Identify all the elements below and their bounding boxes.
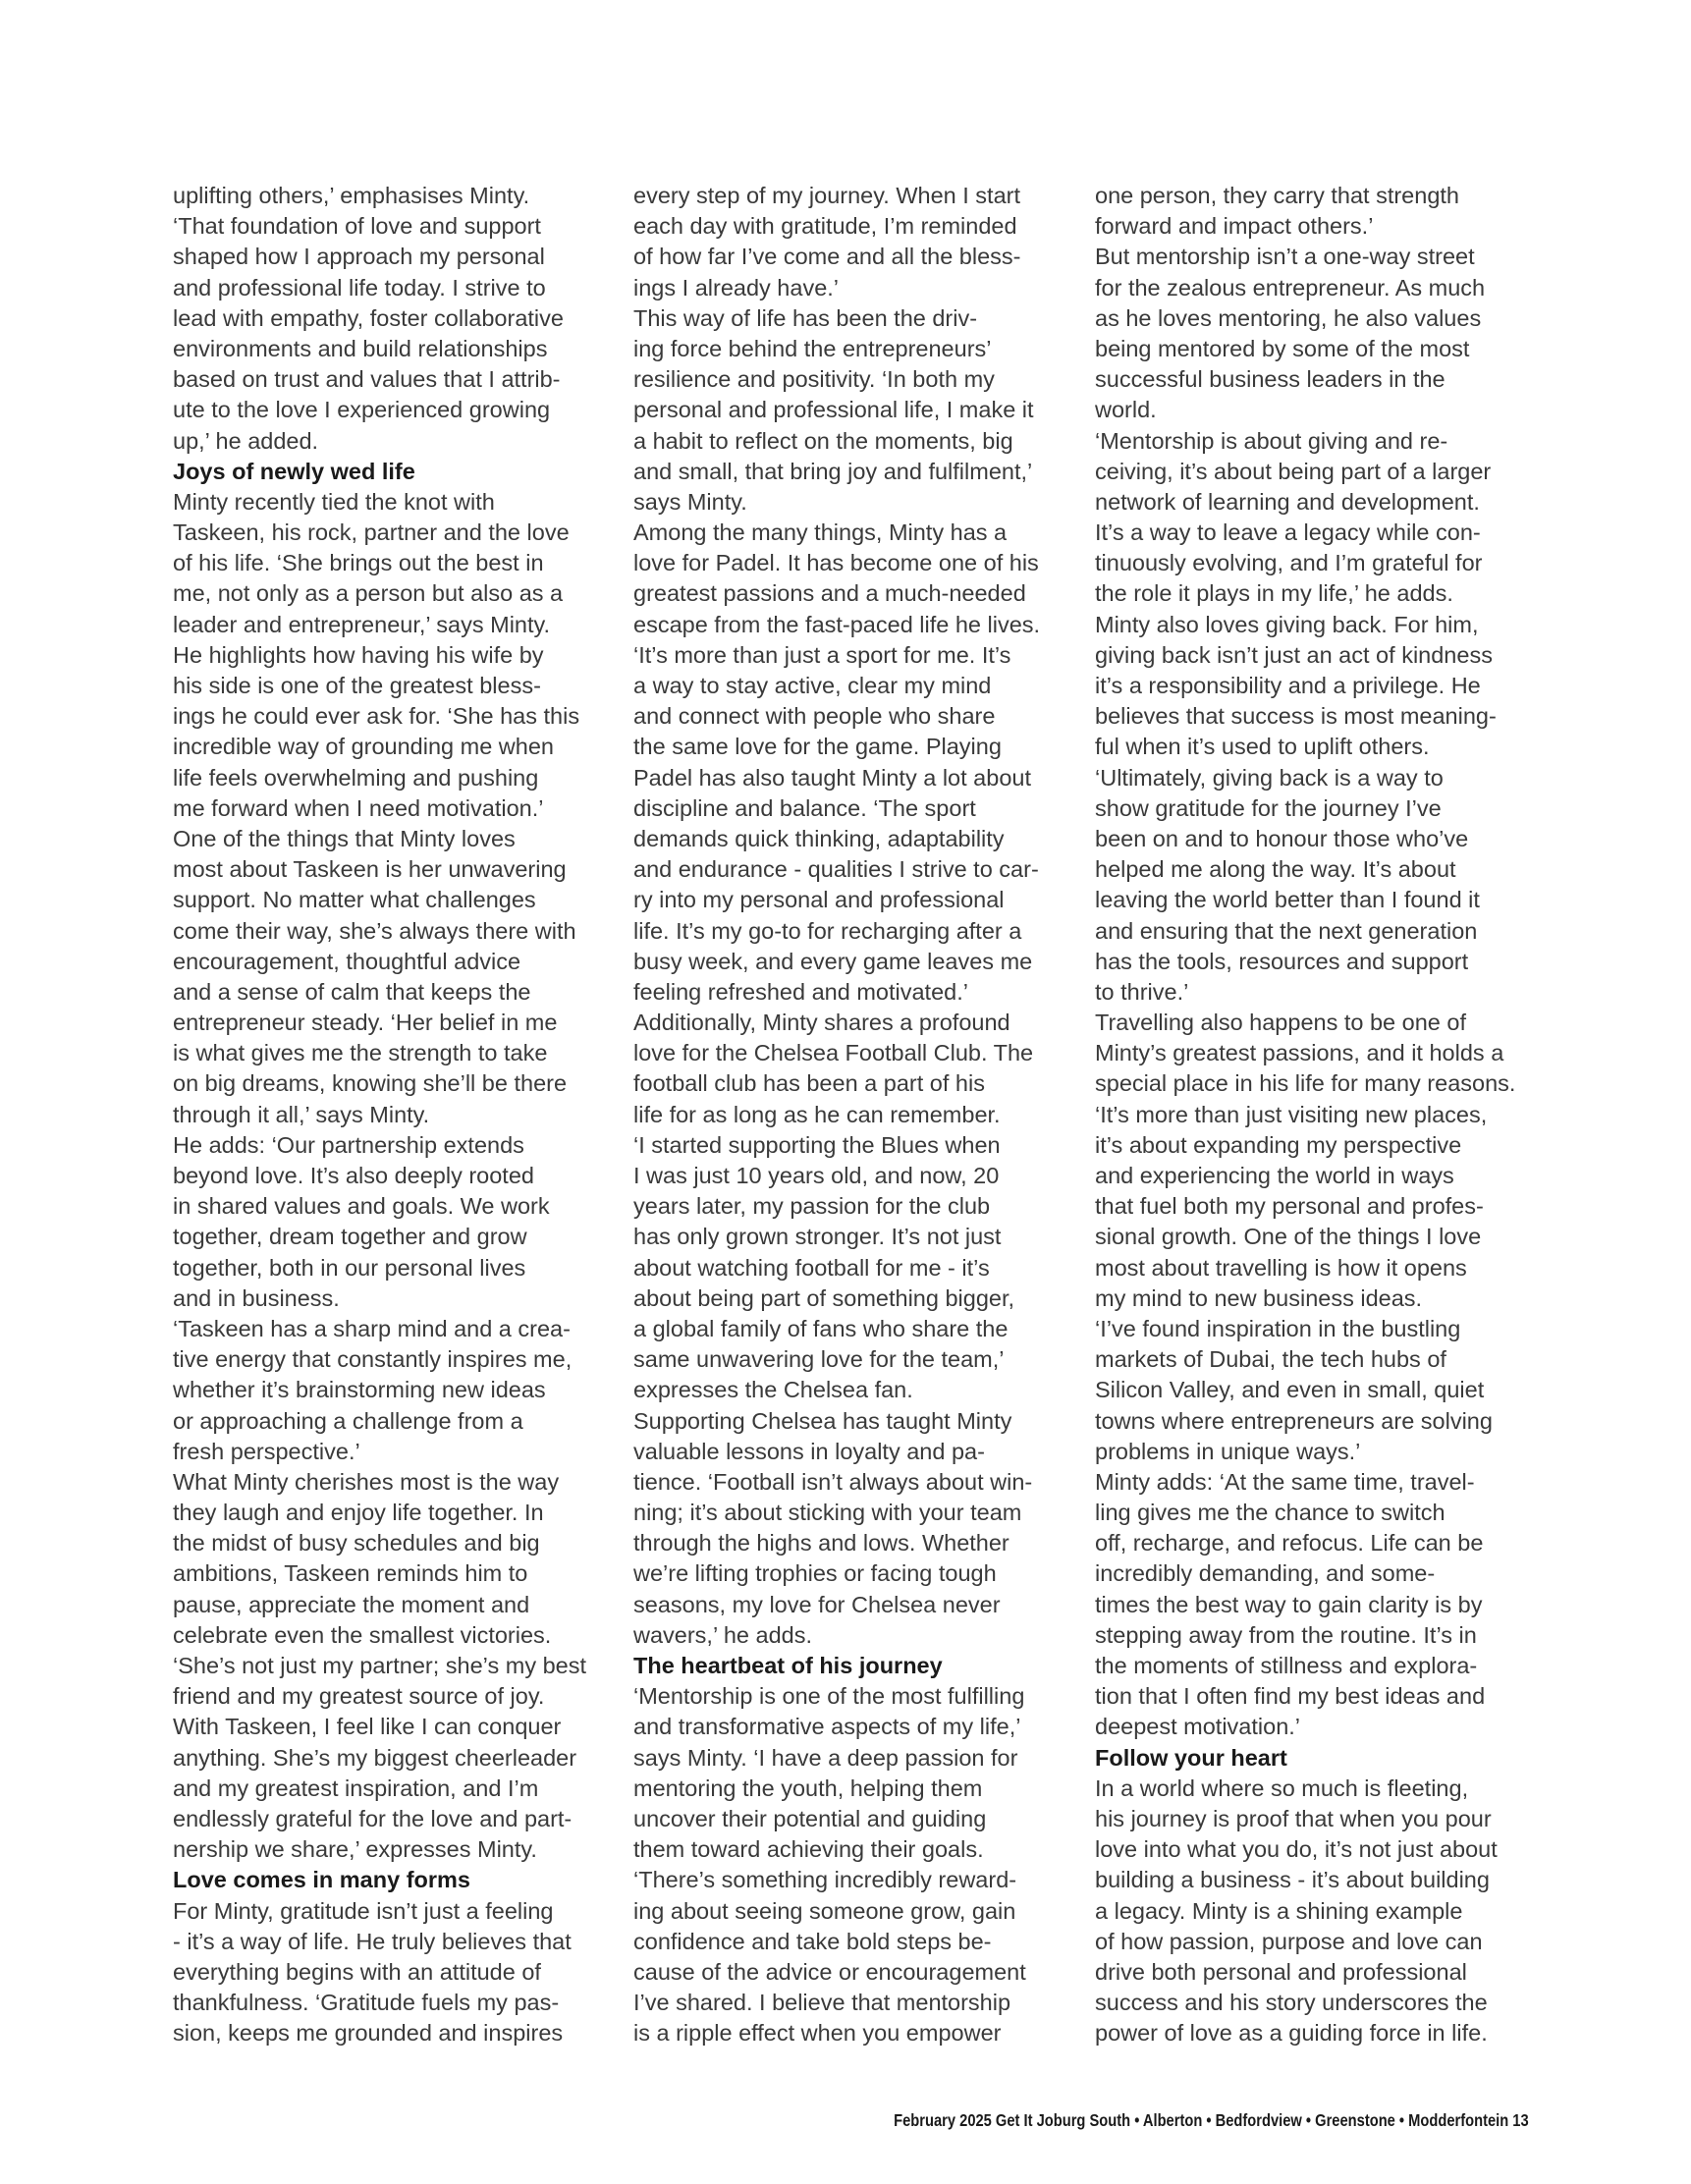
text-line: a way to stay active, clear my mind — [633, 673, 992, 698]
text-line: personal and professional life, I make it — [633, 397, 1034, 423]
text-line: pause, appreciate the moment and — [173, 1591, 530, 1617]
text-line: discipline and balance. ‘The sport — [633, 794, 976, 821]
text-line: Padel has also taught Minty a lot about — [633, 764, 1031, 791]
text-line: the role it plays in my life,’ he adds. — [1095, 580, 1453, 607]
text-line: Among the many things, Minty has a — [633, 519, 1008, 546]
text-line: ing about seeing someone grow, gain — [633, 1897, 1016, 1924]
text-line: in shared values and goals. We work — [173, 1193, 550, 1220]
text-line: ‘I started supporting the Blues when — [633, 1131, 1001, 1158]
text-line: mentoring the youth, helping them — [633, 1774, 983, 1801]
text-line: his journey is proof that when you pour — [1095, 1805, 1492, 1831]
text-line: whether it’s brainstorming new ideas — [173, 1377, 546, 1403]
section-heading: Joys of newly wed life — [173, 458, 415, 484]
text-line: incredibly demanding, and some- — [1095, 1560, 1436, 1587]
text-line: One of the things that Minty loves — [173, 825, 516, 851]
text-line: ings I already have.’ — [633, 274, 840, 300]
text-line: thankfulness. ‘Gratitude fuels my pas- — [173, 1990, 560, 2016]
text-line: Minty’s greatest passions, and it holds a — [1095, 1040, 1504, 1066]
text-line: and ensuring that the next generation — [1095, 917, 1478, 944]
text-line: ful when it’s used to uplift others. — [1095, 734, 1430, 760]
text-line: everything begins with an attitude of — [173, 1958, 541, 1985]
text-line: helped me along the way. It’s about — [1095, 856, 1456, 883]
text-line: that fuel both my personal and profes- — [1095, 1193, 1484, 1220]
text-line: the midst of busy schedules and big — [173, 1530, 540, 1556]
text-line: ning; it’s about sticking with your team — [633, 1500, 1022, 1526]
text-line: about being part of something bigger, — [633, 1284, 1015, 1311]
text-line: a global family of fans who share the — [633, 1315, 1009, 1341]
text-line: building a business - it’s about building — [1095, 1867, 1490, 1893]
text-line: ambitions, Taskeen reminds him to — [173, 1560, 528, 1587]
text-line: ‘I’ve found inspiration in the bustling — [1095, 1315, 1461, 1341]
text-line: the same love for the game. Playing — [633, 734, 1002, 760]
article-column-3 — [1095, 181, 1532, 2048]
text-line: ute to the love I experienced growing — [173, 397, 551, 423]
text-line: times the best way to gain clarity is by — [1095, 1591, 1483, 1617]
text-line: feeling refreshed and motivated.’ — [633, 978, 968, 1005]
text-line: beyond love. It’s also deeply rooted — [173, 1163, 534, 1188]
text-line: and a sense of calm that keeps the — [173, 978, 531, 1005]
text-line: He adds: ‘Our partnership extends — [173, 1131, 524, 1158]
text-line: ceiving, it’s about being part of a larger — [1095, 458, 1492, 484]
page-footer: February 2025 Get It Joburg South • Alberton • Bedfordview • Greenstone • Modderfontein 13 — [894, 2110, 1529, 2130]
text-line: stepping away from the routine. It’s in — [1095, 1621, 1477, 1648]
text-line: show gratitude for the journey I’ve — [1095, 794, 1442, 821]
text-line: ‘Taskeen has a sharp mind and a crea- — [173, 1315, 571, 1341]
text-line: off, recharge, and refocus. Life can be — [1095, 1530, 1484, 1556]
text-line: on big dreams, knowing she’ll be there — [173, 1070, 568, 1097]
text-line: come their way, she’s always there with — [173, 917, 576, 944]
text-line: world. — [1095, 397, 1157, 423]
text-line: about watching football for me - it’s — [633, 1254, 990, 1281]
text-line: sion, keeps me grounded and inspires — [173, 2020, 564, 2047]
text-line: of his life. ‘She brings out the best in — [173, 550, 544, 576]
text-line: forward and impact others.’ — [1095, 213, 1374, 240]
text-line: through the highs and lows. Whether — [633, 1530, 1009, 1556]
text-line: giving back isn’t just an act of kindness — [1095, 641, 1493, 668]
text-line: believes that success is most meaning- — [1095, 703, 1497, 730]
text-line: sional growth. One of the things I love — [1095, 1224, 1482, 1250]
text-line: me forward when I need motivation.’ — [173, 794, 544, 821]
text-line: seasons, my love for Chelsea never — [633, 1591, 1001, 1617]
text-line: resilience and positivity. ‘In both my — [633, 366, 995, 393]
text-line: says Minty. — [633, 488, 747, 515]
section-heading: Love comes in many forms — [173, 1867, 470, 1893]
text-line: anything. She’s my biggest cheerleader — [173, 1744, 577, 1771]
text-line: demands quick thinking, adaptability — [633, 825, 1005, 851]
text-line: is what gives me the strength to take — [173, 1040, 548, 1066]
text-line: every step of my journey. When I start — [633, 183, 1020, 208]
text-line: and experiencing the world in ways — [1095, 1163, 1454, 1188]
text-line: ‘That foundation of love and support — [173, 213, 541, 240]
section-heading: The heartbeat of his journey — [633, 1653, 943, 1678]
text-line: - it’s a way of life. He truly believes that — [173, 1928, 572, 1954]
text-line: cause of the advice or encouragement — [633, 1958, 1026, 1985]
text-line: a habit to reflect on the moments, big — [633, 427, 1013, 454]
text-line: each day with gratitude, I’m reminded — [633, 213, 1017, 240]
text-line: ings he could ever ask for. ‘She has this — [173, 703, 580, 730]
text-line: one person, they carry that strength — [1095, 183, 1459, 208]
text-line: ‘It’s more than just a sport for me. It’s — [633, 641, 1011, 668]
text-line: I’ve shared. I believe that mentorship — [633, 1990, 1011, 2016]
text-line: Minty adds: ‘At the same time, travel- — [1095, 1468, 1475, 1495]
text-line: up,’ he added. — [173, 427, 319, 454]
text-line: them toward achieving their goals. — [633, 1836, 984, 1863]
text-line: shaped how I approach my personal — [173, 244, 545, 270]
text-line: as he loves mentoring, he also values — [1095, 304, 1482, 331]
text-line: and endurance - qualities I strive to car- — [633, 856, 1039, 883]
text-line: support. No matter what challenges — [173, 887, 536, 913]
text-line: Minty also loves giving back. For him, — [1095, 611, 1479, 637]
text-line: together, dream together and grow — [173, 1224, 527, 1250]
text-line: has the tools, resources and support — [1095, 948, 1469, 974]
text-line: valuable lessons in loyalty and pa- — [633, 1438, 985, 1464]
text-line: tion that I often find my best ideas and — [1095, 1683, 1486, 1710]
text-line: it’s about expanding my perspective — [1095, 1131, 1462, 1158]
text-line: expresses the Chelsea fan. — [633, 1377, 913, 1403]
text-line: ‘Ultimately, giving back is a way to — [1095, 764, 1444, 791]
text-line: It’s a way to leave a legacy while con- — [1095, 519, 1481, 546]
text-line: my mind to new business ideas. — [1095, 1284, 1423, 1311]
text-line: ‘Mentorship is one of the most fulfilling — [633, 1683, 1025, 1710]
text-line: This way of life has been the driv- — [633, 304, 978, 331]
text-line: ing force behind the entrepreneurs’ — [633, 335, 992, 361]
text-line: ‘There’s something incredibly reward- — [633, 1867, 1017, 1893]
text-line: tience. ‘Football isn’t always about win- — [633, 1468, 1033, 1495]
text-line: drive both personal and professional — [1095, 1958, 1467, 1985]
text-line: But mentorship isn’t a one-way street — [1095, 244, 1475, 270]
text-line: and professional life today. I strive to — [173, 274, 546, 300]
text-line: through it all,’ says Minty. — [173, 1101, 430, 1127]
text-line: love for Padel. It has become one of his — [633, 550, 1039, 576]
text-line: escape from the fast-paced life he lives. — [633, 611, 1041, 637]
text-line: being mentored by some of the most — [1095, 335, 1470, 361]
text-line: With Taskeen, I feel like I can conquer — [173, 1714, 562, 1740]
text-line: problems in unique ways.’ — [1095, 1438, 1361, 1464]
text-line: years later, my passion for the club — [633, 1193, 991, 1220]
text-line: Minty recently tied the knot with — [173, 488, 495, 515]
text-line: endlessly grateful for the love and part- — [173, 1805, 573, 1831]
text-line: and my greatest inspiration, and I’m — [173, 1774, 539, 1801]
text-line: busy week, and every game leaves me — [633, 948, 1033, 974]
text-line: environments and build relationships — [173, 335, 548, 361]
text-line: or approaching a challenge from a — [173, 1407, 523, 1434]
text-line: is a ripple effect when you empower — [633, 2020, 1002, 2047]
text-line: Supporting Chelsea has taught Minty — [633, 1407, 1012, 1434]
section-heading: Follow your heart — [1095, 1744, 1287, 1771]
text-line: celebrate even the smallest victories. — [173, 1621, 552, 1648]
text-line: has only grown stronger. It’s not just — [633, 1224, 1002, 1250]
text-line: He highlights how having his wife by — [173, 641, 544, 668]
text-line: fresh perspective.’ — [173, 1438, 360, 1464]
text-line: confidence and take bold steps be- — [633, 1928, 992, 1954]
text-line: most about travelling is how it opens — [1095, 1254, 1467, 1281]
text-line: and connect with people who share — [633, 703, 996, 730]
text-line: successful business leaders in the — [1095, 366, 1446, 393]
text-line: For Minty, gratitude isn’t just a feeling — [173, 1897, 554, 1924]
text-line: the moments of stillness and explora- — [1095, 1653, 1478, 1678]
text-line: special place in his life for many reasons. — [1095, 1070, 1516, 1097]
text-line: power of love as a guiding force in life. — [1095, 2020, 1488, 2047]
text-line: nership we share,’ expresses Minty. — [173, 1836, 537, 1863]
text-line: towns where entrepreneurs are solving — [1095, 1407, 1493, 1434]
text-line: lead with empathy, foster collaborative — [173, 304, 564, 331]
text-line: love into what you do, it’s not just about — [1095, 1836, 1498, 1863]
text-line: ry into my personal and professional — [633, 887, 1005, 913]
text-line: most about Taskeen is her unwavering — [173, 856, 567, 883]
text-line: love for the Chelsea Football Club. The — [633, 1040, 1034, 1066]
text-line: ling gives me the chance to switch — [1095, 1500, 1446, 1526]
text-line: been on and to honour those who’ve — [1095, 825, 1469, 851]
text-line: and small, that bring joy and fulfilment,’ — [633, 458, 1033, 484]
text-line: uplifting others,’ emphasises Minty. — [173, 183, 530, 208]
text-line: life feels overwhelming and pushing — [173, 764, 539, 791]
text-line: of how passion, purpose and love can — [1095, 1928, 1483, 1954]
text-line: says Minty. ‘I have a deep passion for — [633, 1744, 1018, 1771]
text-line: football club has been a part of his — [633, 1070, 985, 1097]
text-line: leader and entrepreneur,’ says Minty. — [173, 611, 551, 637]
text-line: incredible way of grounding me when — [173, 734, 554, 760]
text-line: Travelling also happens to be one of — [1095, 1010, 1466, 1036]
text-line: markets of Dubai, the tech hubs of — [1095, 1346, 1446, 1373]
text-line: his side is one of the greatest bless- — [173, 673, 541, 698]
text-line: Additionally, Minty shares a profound — [633, 1010, 1010, 1036]
text-line: and in business. — [173, 1284, 340, 1311]
text-line: network of learning and development. — [1095, 488, 1480, 515]
article-column-1 — [173, 181, 610, 2048]
text-line: encouragement, thoughtful advice — [173, 948, 521, 974]
text-line: Silicon Valley, and even in small, quiet — [1095, 1377, 1485, 1403]
text-line: me, not only as a person but also as a — [173, 580, 564, 607]
text-line: I was just 10 years old, and now, 20 — [633, 1163, 1000, 1188]
text-line: it’s a responsibility and a privilege. He — [1095, 673, 1481, 698]
text-line: they laugh and enjoy life together. In — [173, 1500, 544, 1526]
text-line: entrepreneur steady. ‘Her belief in me — [173, 1010, 558, 1036]
text-line: tive energy that constantly inspires me, — [173, 1346, 573, 1373]
text-line: greatest passions and a much-needed — [633, 580, 1026, 607]
text-line: deepest motivation.’ — [1095, 1714, 1301, 1740]
text-line: In a world where so much is fleeting, — [1095, 1774, 1469, 1801]
article-column-2 — [633, 181, 1070, 2048]
text-line: uncover their potential and guiding — [633, 1805, 987, 1831]
text-line: to thrive.’ — [1095, 978, 1189, 1005]
text-line: same unwavering love for the team,’ — [633, 1346, 1005, 1373]
text-line: of how far I’ve come and all the bless- — [633, 244, 1021, 270]
text-line: tinuously evolving, and I’m grateful for — [1095, 550, 1483, 576]
text-line: for the zealous entrepreneur. As much — [1095, 274, 1486, 300]
text-line: Taskeen, his rock, partner and the love — [173, 519, 570, 546]
text-line: ‘She’s not just my partner; she’s my best — [173, 1653, 587, 1678]
text-line: based on trust and values that I attrib- — [173, 366, 561, 393]
text-line: ‘It’s more than just visiting new places, — [1095, 1101, 1488, 1127]
text-line: we’re lifting trophies or facing tough — [633, 1560, 997, 1587]
text-line: ‘Mentorship is about giving and re- — [1095, 427, 1448, 454]
text-line: and transformative aspects of my life,’ — [633, 1714, 1021, 1740]
text-line: life for as long as he can remember. — [633, 1101, 1001, 1127]
text-line: wavers,’ he adds. — [633, 1621, 812, 1648]
text-line: a legacy. Minty is a shining example — [1095, 1897, 1463, 1924]
text-line: life. It’s my go-to for recharging after a — [633, 917, 1022, 944]
text-line: leaving the world better than I found it — [1095, 887, 1480, 913]
text-line: friend and my greatest source of joy. — [173, 1683, 545, 1710]
text-line: together, both in our personal lives — [173, 1254, 526, 1281]
text-line: What Minty cherishes most is the way — [173, 1468, 560, 1495]
text-line: success and his story underscores the — [1095, 1990, 1488, 2016]
